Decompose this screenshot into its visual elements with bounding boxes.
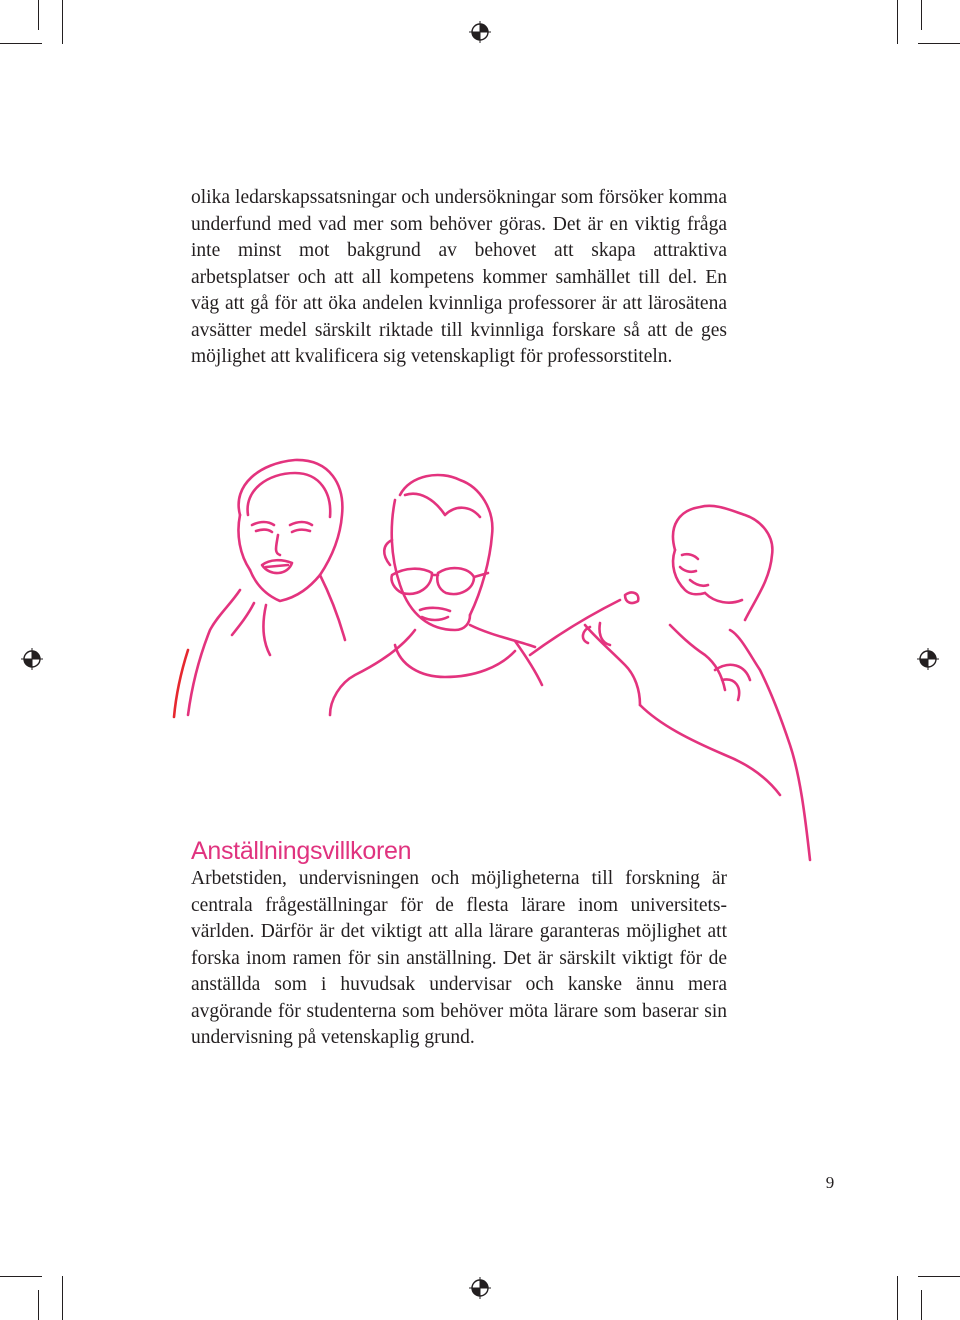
figure-middle-man — [330, 475, 542, 715]
crop-mark-bottom-right-v — [897, 1276, 898, 1320]
crop-mark-bottom-left-v — [62, 1276, 63, 1320]
section-heading: Anställningsvillkoren — [191, 837, 412, 865]
registration-mark-icon — [917, 648, 939, 670]
page-number: 9 — [825, 1173, 835, 1192]
crop-mark-bottom-left-h — [0, 1276, 42, 1277]
figure-left-woman — [174, 460, 345, 717]
crop-mark-bottom-right-v2 — [921, 1290, 922, 1320]
crop-mark-top-right-v2 — [921, 0, 922, 30]
crop-mark-top-left-v2 — [38, 0, 39, 30]
crop-mark-top-right-v — [897, 0, 898, 44]
crop-mark-top-left-v — [62, 0, 63, 44]
registration-mark-icon — [469, 1277, 491, 1299]
body-paragraph-section: Arbetstiden, undervisningen och möjligheterna till forskning är centrala frågeställningar för de flesta lärare inom universitetsvärlden. Därför är det viktigt att alla lärare garanteras möjlighet att forska inom ramen för sin anställning. Det är särskilt viktigt för de anställda som i huvudsak undervisar och kanske ännu mera avgörande för studenterna som behöver möta lärare som baserar sin undervisning på vetenskaplig grund. — [191, 868, 727, 1048]
registration-mark-icon — [21, 648, 43, 670]
registration-mark-icon — [469, 21, 491, 43]
crop-mark-bottom-left-v2 — [38, 1290, 39, 1320]
crop-mark-bottom-right-h — [918, 1276, 960, 1277]
illustration-three-people — [170, 455, 820, 875]
crop-mark-top-right-h — [918, 43, 960, 44]
body-paragraph-intro: olika ledarskapssatsningar och undersökningar som försöker komma underfund med vad mer som behöver göras. Det är en viktig fråga inte minst mot bakgrund av behovet att skapa attraktiva arbetsplatser och att all kompetens kommer samhället till del. En väg att gå för att öka andelen kvinnliga professorer är att lärosätena avsätter medel särskilt riktade till kvinnliga forskare så att de ges möjlighet att kvalificera sig vetenskapligt för professorstiteln. — [191, 187, 727, 367]
figure-right-child — [530, 506, 810, 860]
crop-mark-top-left-h — [0, 43, 42, 44]
